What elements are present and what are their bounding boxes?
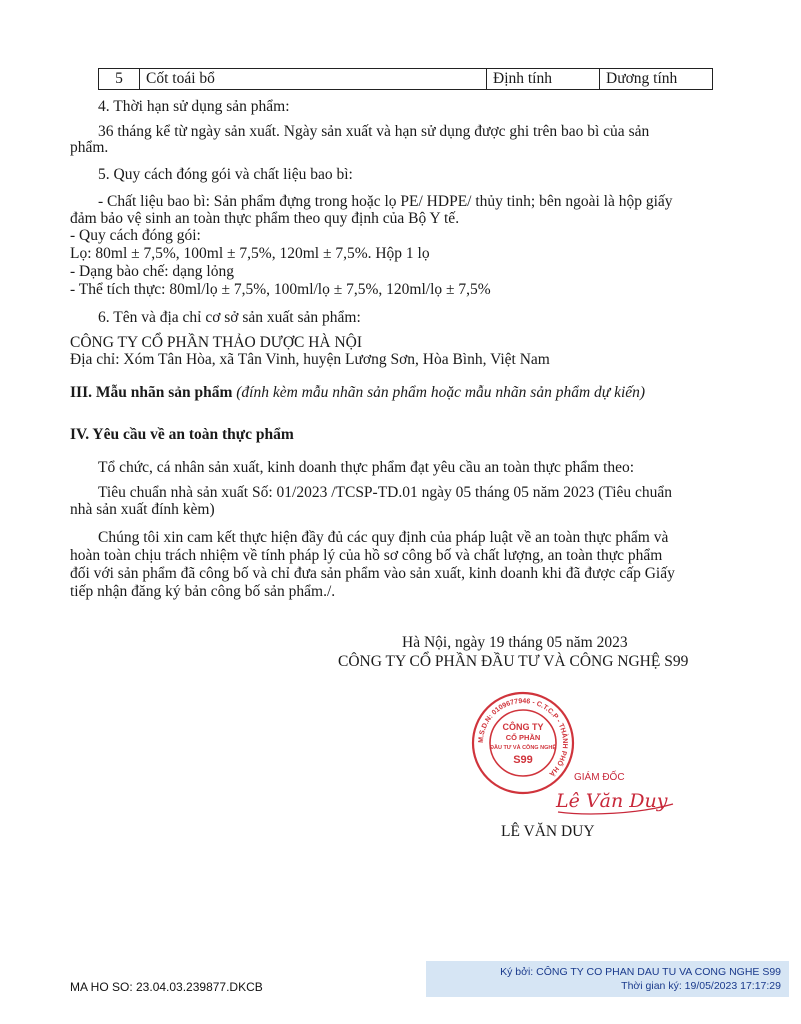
- director-signature: [548, 760, 688, 820]
- packaging-material-line2: đảm bảo vệ sinh an toàn thực phẩm theo quy định của Bộ Y tế.: [70, 210, 460, 227]
- net-volume: - Thể tích thực: 80ml/lọ ± 7,5%, 100ml/lọ ± 7,5%, 120ml/lọ ± 7,5%: [70, 281, 491, 298]
- commitment-line4: tiếp nhận đăng ký bản công bố sản phẩm./.: [70, 583, 336, 600]
- stamp-line1: CÔNG TY: [502, 722, 544, 732]
- packaging-spec-label: - Quy cách đóng gói:: [70, 227, 201, 244]
- section-5-heading: 5. Quy cách đóng gói và chất liệu bao bì:: [98, 166, 353, 183]
- packaging-material-line1: - Chất liệu bao bì: Sản phẩm đựng trong hoặc lọ PE/ HDPE/ thủy tinh; bên ngoài là hộp giấy: [98, 193, 673, 210]
- manufacturer-name: CÔNG TY CỔ PHẦN THẢO DƯỢC HÀ NỘI: [70, 334, 363, 351]
- method-cell: Định tính: [487, 69, 600, 90]
- stamp-ring-text: M.S.D.N: 0109677946 - C.T.C.P - THÀNH PHỐ HÀ: [477, 697, 569, 778]
- shelf-life-line2: phẩm.: [70, 139, 109, 156]
- place-date: Hà Nội, ngày 19 tháng 05 năm 2023: [402, 634, 628, 651]
- stamp-line2: CỔ PHẦN: [505, 733, 541, 742]
- table-row: [99, 69, 713, 90]
- signed-by: Ký bởi: CÔNG TY CO PHAN DAU TU VA CONG NGHE S99: [500, 966, 781, 978]
- stamp-line3: ĐẦU TƯ VÀ CÔNG NGHỆ: [490, 745, 556, 751]
- signing-time: Thời gian ký: 19/05/2023 17:17:29: [621, 980, 781, 992]
- commitment-line2: hoàn toàn chịu trách nhiệm về tính pháp lý của hồ sơ công bố và chất lượng, an toàn thực phẩm: [70, 547, 663, 564]
- stamp-line4: S99: [513, 754, 533, 766]
- section-6-heading: 6. Tên và địa chỉ cơ sở sản xuất sản phẩm:: [98, 309, 361, 326]
- section-3-title: III. Mẫu nhãn sản phẩm: [70, 384, 233, 401]
- digital-signature-box: [426, 961, 789, 997]
- criteria-table: [98, 68, 713, 90]
- row-number: 5: [99, 69, 140, 90]
- commitment-line1: Chúng tôi xin cam kết thực hiện đầy đủ các quy định của pháp luật về an toàn thực phẩm và: [98, 529, 669, 546]
- manufacturer-address: Địa chỉ: Xóm Tân Hòa, xã Tân Vinh, huyện Lương Sơn, Hòa Bình, Việt Nam: [70, 351, 550, 368]
- standard-line1: Tiêu chuẩn nhà sản xuất Số: 01/2023 /TCSP-TD.01 ngày 05 tháng 05 năm 2023 (Tiêu chuẩn: [98, 484, 673, 501]
- packaging-spec: Lọ: 80ml ± 7,5%, 100ml ± 7,5%, 120ml ± 7,5%. Hộp 1 lọ: [70, 245, 430, 262]
- section-3-note: (đính kèm mẫu nhãn sản phẩm hoặc mẫu nhãn sản phẩm dự kiến): [236, 384, 646, 401]
- file-code: MA HO SO: 23.04.03.239877.DKCB: [70, 980, 263, 994]
- section-4-heading: 4. Thời hạn sử dụng sản phẩm:: [98, 98, 290, 115]
- shelf-life-line1: 36 tháng kể từ ngày sản xuất. Ngày sản xuất và hạn sử dụng được ghi trên bao bì của sản: [98, 123, 650, 140]
- signer-name: LÊ VĂN DUY: [501, 823, 595, 840]
- stamp-inner-ring: [490, 710, 556, 776]
- standard-line2: nhà sản xuất đính kèm): [70, 501, 215, 518]
- signature-title: GIÁM ĐỐC: [574, 772, 625, 783]
- section-3-heading: [70, 384, 645, 401]
- signing-company: CÔNG TY CỔ PHẦN ĐẦU TƯ VÀ CÔNG NGHỆ S99: [338, 653, 689, 670]
- safety-intro: Tổ chức, cá nhân sản xuất, kinh doanh thực phẩm đạt yêu cầu an toàn thực phẩm theo:: [98, 459, 635, 476]
- result-cell: Dương tính: [600, 69, 713, 90]
- section-iv-heading: IV. Yêu cầu về an toàn thực phẩm: [70, 426, 294, 443]
- commitment-line3: đối với sản phẩm đã công bố và chỉ đưa sản phẩm vào sản xuất, kinh doanh khi đã được cấp Giấy: [70, 565, 675, 582]
- signature-name: Lê Văn Duy: [556, 790, 668, 812]
- dosage-form: - Dạng bào chế: dạng lỏng: [70, 263, 234, 280]
- criterion-cell: Cốt toái bổ: [140, 69, 487, 90]
